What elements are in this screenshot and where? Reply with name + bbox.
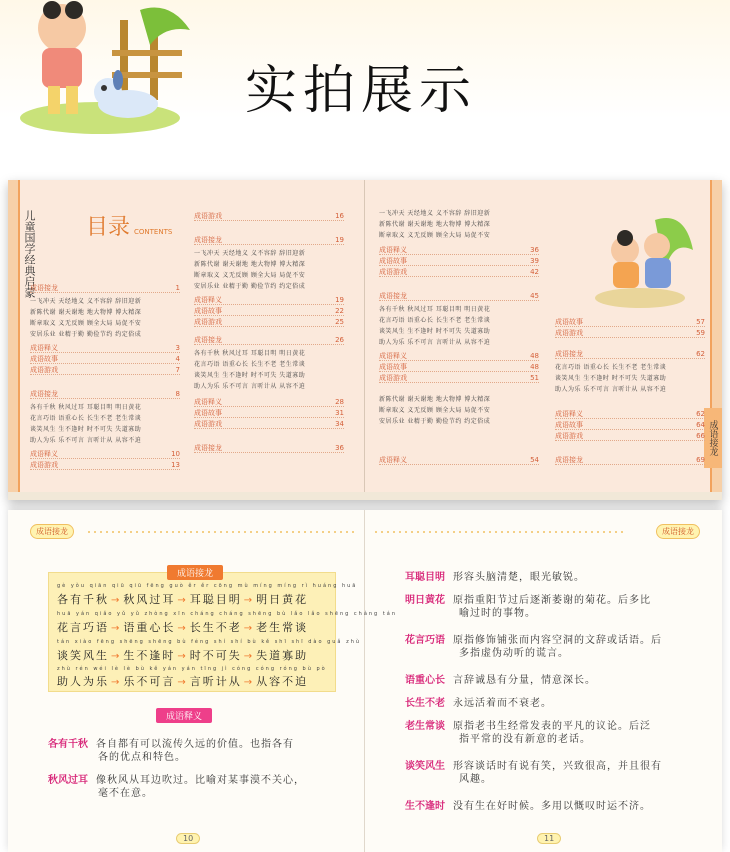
contents-right-page <box>365 180 722 492</box>
idiom-entry-continued: 风趣。 <box>459 774 492 785</box>
idiom-chain-row: 谈笑风生 → 生不逢时 → 时不可失 → 失道寡助 <box>57 649 309 662</box>
idiom-grid: 一飞冲天 天经地义 义不容辞 辞旧迎新 新陈代谢 谢天谢地 地大物博 博大精深 断章取义 义无反顾 顾全大局 局促不安 <box>379 210 491 239</box>
idiom-entry: 生不逢时 没有生在好时候。多用以慨叹时运不济。 <box>405 801 651 812</box>
toc-entry: 成语游戏 51 <box>379 374 539 382</box>
content-left-page <box>8 510 398 852</box>
cartoon-children-illustration <box>0 0 200 140</box>
idiom-grid: 各有千秋 秋风过耳 耳聪目明 明日黄花 花言巧语 语重心长 长生不老 老生常谈 谈笑风生 生不逢时 时不可失 失道寡助 助人为乐 乐不可言 言听计从 从容不迫 <box>194 350 306 390</box>
dotted-decoration <box>375 530 625 534</box>
idiom-entry: 各有千秋 各自都有可以流传久远的价值。也指各有 <box>48 739 294 750</box>
idiom-entry: 明日黄花 原指重阳节过后逐渐萎谢的菊花。后多比 <box>405 595 651 606</box>
idiom-chain-row: 助人为乐 → 乐不可言 → 言听计从 → 从容不迫 <box>57 675 309 688</box>
toc-entry: 成语游戏 7 <box>30 366 180 374</box>
page-title: 实拍展示 <box>245 61 478 121</box>
toc-heading <box>86 210 172 241</box>
toc-entry: 成语故事 39 <box>379 257 539 265</box>
toc-entry: 成语故事 4 <box>30 355 180 363</box>
toc-entry: 成语释义 54 <box>379 456 539 464</box>
idiom-grid: 花言巧语 语重心长 长生不老 老生常谈 谈笑风生 生不逢时 时不可失 失道寡助 助人为乐 乐不可言 言听计从 从容不迫 <box>555 364 667 393</box>
toc-entry: 成语释义 36 <box>379 246 539 254</box>
idiom-grid: 新陈代谢 谢天谢地 地大物博 博大精深 断章取义 义无反顾 顾全大局 局促不安 安居乐业 业精于勤 勤俭节约 约定俗成 <box>379 396 491 425</box>
toc-entry: 成语释义 28 <box>194 398 344 406</box>
toc-entry: 成语接龙 26 <box>194 336 344 344</box>
pinyin-line: tán xiào fēng shēng shēng bù féng shí shí bù kě shī shī dào guǎ zhù <box>57 639 362 645</box>
contents-book-spread <box>8 180 722 500</box>
idiom-chain-panel <box>48 569 398 692</box>
pinyin-line: huā yán qiǎo yǔ yǔ zhòng xīn cháng cháng shēng bù lǎo lǎo shēng cháng tán <box>57 611 398 617</box>
idiom-entry: 谈笑风生 形容谈话时有说有笑，兴致很高，并且很有 <box>405 761 662 772</box>
toc-entry: 成语接龙 36 <box>194 444 344 452</box>
toc-entry: 成语释义 48 <box>379 352 539 360</box>
idiom-entry-continued: 各的优点和特色。 <box>98 752 186 763</box>
dotted-decoration <box>88 530 358 534</box>
toc-entry: 成语接龙 62 <box>555 350 705 358</box>
toc-entry: 成语游戏 25 <box>194 318 344 326</box>
idiom-entry: 耳聪目明 形容头脑清楚，眼光敏锐。 <box>405 572 585 583</box>
idiom-entry-continued: 毫不在意。 <box>98 788 153 799</box>
toc-entry: 成语接龙 19 <box>194 236 344 244</box>
pinyin-line: gè yǒu qiān qiū qiū fēng guò ěr ěr cōng mù míng míng rì huáng huā <box>57 583 358 589</box>
toc-subtitle: CONTENTS <box>134 228 173 236</box>
panel-title: 成语接龙 <box>167 565 223 580</box>
toc-entry: 成语释义 19 <box>194 296 344 304</box>
idiom-entry: 花言巧语 原指修饰铺张而内容空洞的文辞或话语。后 <box>405 635 662 646</box>
toc-entry: 成语释义 62 <box>555 410 705 418</box>
toc-entry: 成语释义 10 <box>30 450 180 458</box>
toc-entry: 成语故事 31 <box>194 409 344 417</box>
section-tab: 成语接龙 <box>704 408 722 468</box>
toc-entry: 成语接龙 69 <box>555 456 705 464</box>
idiom-grid: 各有千秋 秋风过耳 耳聪目明 明日黄花 花言巧语 语重心长 长生不老 老生常谈 谈笑风生 生不逢时 时不可失 失道寡助 助人为乐 乐不可言 言听计从 从容不迫 <box>30 404 142 444</box>
toc-entry: 成语游戏 59 <box>555 329 705 337</box>
toc-entry: 成语故事 22 <box>194 307 344 315</box>
toc-entry: 成语游戏 42 <box>379 268 539 276</box>
pinyin-line: zhù rén wéi lè lè bù kě yán yán tīng jì cóng cóng róng bù pò <box>57 666 327 672</box>
idiom-chain-row: 花言巧语 → 语重心长 → 长生不老 → 老生常谈 <box>57 621 309 634</box>
page-number: 10 <box>176 833 200 844</box>
toc-entry: 成语故事 57 <box>555 318 705 326</box>
section-tag: 成语接龙 <box>656 524 700 539</box>
idiom-entry: 长生不老 永远活着而不衰老。 <box>405 698 552 709</box>
toc-entry: 成语释义 3 <box>30 344 180 352</box>
explanation-title: 成语释义 <box>156 708 212 723</box>
idiom-entry-continued: 指平常的没有新意的老话。 <box>459 734 591 745</box>
left-border-strip <box>8 180 20 492</box>
content-right-page <box>365 510 722 852</box>
idiom-entry-continued: 多指虚伪动听的谎言。 <box>459 648 569 659</box>
toc-entry: 成语游戏 13 <box>30 461 180 469</box>
content-book-spread <box>8 510 722 852</box>
series-title: 儿童国学经典启蒙 <box>23 210 36 298</box>
idiom-grid: 一飞冲天 天经地义 义不容辞 辞旧迎新 新陈代谢 谢天谢地 地大物博 博大精深 断章取义 义无反顾 顾全大局 局促不安 安居乐业 业精于勤 勤俭节约 约定俗成 <box>30 298 142 338</box>
section-tag: 成语接龙 <box>30 524 74 539</box>
idiom-chain-row: 各有千秋 → 秋风过耳 → 耳聪目明 → 明日黄花 <box>57 593 309 606</box>
page-number: 11 <box>537 833 561 844</box>
reading-children-illustration <box>585 210 695 310</box>
toc-entry: 成语接龙 8 <box>30 390 180 398</box>
idiom-entry-continued: 喻过时的事物。 <box>459 608 536 619</box>
toc-title: 目录 <box>86 215 131 240</box>
toc-entry: 成语故事 64 <box>555 421 705 429</box>
toc-entry: 成语故事 48 <box>379 363 539 371</box>
toc-entry: 成语游戏 66 <box>555 432 705 440</box>
idiom-entry: 语重心长 言辞诚恳有分量，情意深长。 <box>405 675 596 686</box>
toc-entry: 成语游戏 34 <box>194 420 344 428</box>
idiom-entry: 秋风过耳 像秋风从耳边吹过。比喻对某事漠不关心， <box>48 775 305 786</box>
idiom-entry: 老生常谈 原指老书生经常发表的平凡的议论。后泛 <box>405 721 651 732</box>
idiom-grid: 各有千秋 秋风过耳 耳聪目明 明日黄花 花言巧语 语重心长 长生不老 老生常谈 谈笑风生 生不逢时 时不可失 失道寡助 助人为乐 乐不可言 言听计从 从容不迫 <box>379 306 491 346</box>
toc-entry: 成语游戏 16 <box>194 212 344 220</box>
toc-entry: 成语接龙 45 <box>379 292 539 300</box>
idiom-grid: 一飞冲天 天经地义 义不容辞 辞旧迎新 新陈代谢 谢天谢地 地大物博 博大精深 断章取义 义无反顾 顾全大局 局促不安 安居乐业 业精于勤 勤俭节约 约定俗成 <box>194 250 306 290</box>
contents-left-page <box>8 180 365 492</box>
toc-entry: 成语接龙 1 <box>30 284 180 292</box>
